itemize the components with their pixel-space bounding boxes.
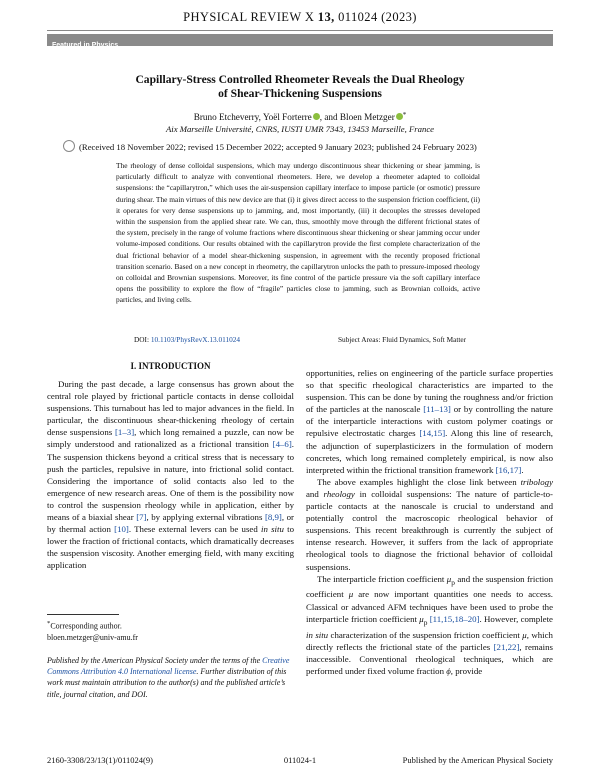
subject-areas: Subject Areas: Fluid Dynamics, Soft Matter	[338, 335, 467, 344]
citation-link[interactable]: [10]	[114, 524, 129, 535]
received-dates: (Received 18 November 2022; revised 15 December 2022; accepted 9 January 2023; published 24 February 2023)	[63, 140, 477, 152]
author-2: Yoël Forterre	[262, 112, 312, 122]
corresponding-email[interactable]: bloen.metzger@univ-amu.fr	[47, 632, 138, 642]
citation-link[interactable]: [11–13]	[423, 404, 451, 415]
corresponding-mark: *	[402, 111, 407, 119]
author-1: Bruno Etcheverry,	[193, 112, 261, 122]
orcid-icon[interactable]	[396, 113, 403, 120]
paragraph: opportunities, relies on engineering of the particle surface properties so that specific rheological characteristics are imparted to the suspension. This can be done by tuning the roughness and/or friction of the particles at the nanoscale [11–13] or by controlling the nature of the interparticle interactions with custom polymer coatings or repulsive electrostatic charges [14,15]. Along this line of research, the adjunction of superplasticizers in the formulation of modern concretes, which long remained completely empirical, is now also interpreted within the frictional transition framework [16,17].	[306, 368, 553, 475]
title-line-1: Capillary-Stress Controlled Rheometer Reveals the Dual Rheology	[135, 73, 465, 86]
footer-publisher: Published by the American Physical Society	[402, 755, 553, 765]
citation-link[interactable]: [7]	[136, 512, 147, 523]
citation-link[interactable]: [21,22]	[493, 641, 520, 652]
abstract: The rheology of dense colloidal suspensions, which may undergo discontinuous shear thickening or shear jamming, is particularly difficult to analyze with conventional rheometers. Here, we develop a rheometer adapted to colloidal suspensions: the “capillarytron,” which uses the air-suspension capillary interface to impose particle (or osmotic) pressure during shear. The main virtues of this new device are that (i) it gives direct access to the suspension friction coefficient, (ii) it operates for very dense suspensions up to jamming, and, most importantly, (iii) it decouples the stresses developed within the suspension from the applied shear rate. We can, thus, smoothly move through the different frictional states of the system, precisely in the range of volume fractions where discontinuous shear thickening or shear jamming occur under volume-imposed conditions. Our results obtained with the capillarytron provide the first complete characterization of the dual frictional behavior of a model shear-thickening suspension, in agreement with the recently proposed frictional transition scenario. Based on a new concept in rheometry, the capillarytron unlocks the path to pressure-imposed rheology on colloidal and Brownian suspensions. Moreover, its fine control of the particle pressure via the soft capillary interface opens the possibility to explore the flow of “fragile” particles close to jamming, such as Brownian colloids, active particles, and living cells.	[116, 161, 480, 305]
license-note: Published by the American Physical Society under the terms of the Creative Commons Attribution 4.0 International license. Further distribution of this work must maintain attribution to the author(s) and the published article’s title, journal citation, and DOI.	[47, 656, 290, 699]
orcid-icon[interactable]	[313, 113, 320, 120]
footnote-rule	[47, 614, 119, 615]
header-rule	[47, 30, 553, 31]
paragraph: The above examples highlight the close link between tribology and rheology in colloidal suspensions: The nature of particle-to-particle contacts at the nanoscale is crucial to understand and potentially control the macroscopic rheological behavior of suspensions. This recent breakthrough is currently the subject of intense research. However, it suffers from the lack of appropriate rheological tools to diagnose the frictional behavior of colloidal suspensions.	[306, 476, 553, 572]
citation-link[interactable]: [8,9]	[264, 512, 282, 523]
footnote: *Corresponding author. bloen.metzger@univ-amu.fr	[47, 618, 294, 643]
license-link[interactable]: Creative Commons Attribution 4.0 International license	[47, 656, 290, 677]
featured-label: Featured in Physics	[52, 42, 119, 49]
affiliation: Aix Marseille Université, CNRS, IUSTI UMR 7343, 13453 Marseille, France	[165, 124, 435, 134]
citation-link[interactable]: [1–3]	[114, 427, 135, 438]
column-right	[306, 367, 553, 677]
journal-header: PHYSICAL REVIEW X 13, 011024 (2023)	[183, 10, 417, 24]
title-line-2: of Shear-Thickening Suspensions	[218, 87, 382, 100]
paragraph: The interparticle friction coefficient $\mu_p$ and the suspension friction coefficient μ are now important quantities one needs to access. Classical or advanced AFM techniques have been used to probe the interparticle friction coefficient $\mu_p$ [11,15,18–20]. However, complete in situ characterization of the suspension friction coefficient μ, which directly reflects the frictional state of the particles [21,22], remains inaccessible. Conventional rheological techniques, which are performed under fixed volume fraction ϕ, provide	[306, 573, 553, 676]
check-for-updates-icon[interactable]	[63, 140, 75, 152]
article-title	[60, 73, 540, 101]
citation-link[interactable]: [4–6]	[272, 439, 292, 450]
section-heading: I. INTRODUCTION	[130, 361, 211, 371]
citation-link[interactable]: [16,17]	[495, 464, 522, 475]
doi-line: DOI: 10.1103/PhysRevX.13.011024	[134, 335, 241, 344]
column-left	[47, 378, 294, 572]
citation-link[interactable]: [14,15]	[419, 428, 446, 439]
footer-issn: 2160-3308/23/13(1)/011024(9)	[47, 755, 153, 765]
doi-link[interactable]: 10.1103/PhysRevX.13.011024	[150, 335, 241, 344]
citation-link[interactable]: [11,15,18–20]	[429, 613, 480, 624]
featured-banner	[47, 34, 553, 49]
footer-page-number: 011024-1	[283, 755, 317, 765]
author-3: , and Bloen Metzger	[319, 112, 395, 122]
author-list	[0, 111, 600, 122]
paragraph: During the past decade, a large consensus has grown about the central role played by frictional particle contacts in dense colloidal suspensions. This turnabout has led to major advances in the field. In particular, the discontinuous shear-thickening rheology of certain dense suspensions [1–3], which long remained a puzzle, can now be simply understood and rationalized as a frictional transition [4–6]. The suspension thickens beyond a critical stress that is necessary to push the particles, repulsive in nature, into frictional solid contact. Considering the importance of solid contacts also led to the emergence of new research areas. One of them is the possibility now to control the suspension rheology while in application, either by means of a biaxial shear [7], by applying external vibrations [8,9], or by thermal action [10]. These external levers can be used in situ to lower the fraction of frictional contacts, which dramatically decreases the suspension viscosity. Another emerging field, with many exciting application	[47, 379, 294, 571]
